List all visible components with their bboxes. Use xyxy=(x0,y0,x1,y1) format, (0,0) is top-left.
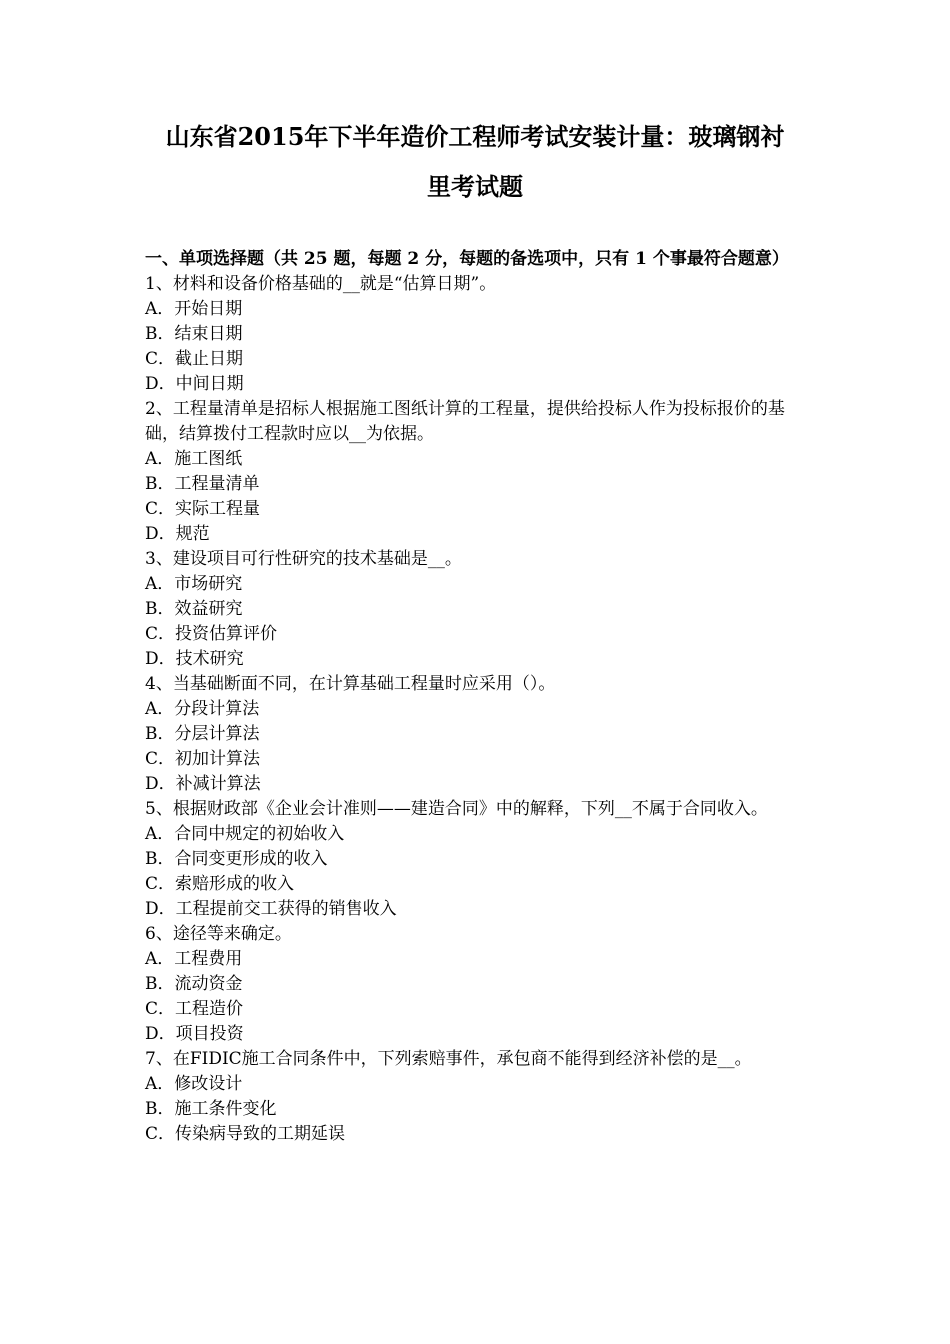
option-a: A．市场研究 xyxy=(145,574,243,594)
option-a: A．开始日期 xyxy=(145,299,243,319)
question-text: 6、途径等来确定。 xyxy=(145,924,292,944)
question-4 xyxy=(145,672,810,797)
option-a: A．修改设计 xyxy=(145,1074,243,1094)
option-b: B．工程量清单 xyxy=(145,474,260,494)
option-b: B．流动资金 xyxy=(145,974,243,994)
question-text: 5、根据财政部《企业会计准则——建造合同》中的解释，下列__不属于合同收入。 xyxy=(145,799,768,819)
question-5 xyxy=(145,797,810,922)
question-7 xyxy=(145,1047,810,1147)
title-line-1: 山东省2015年下半年造价工程师考试安装计量：玻璃钢衬 xyxy=(165,122,785,151)
option-d: D．规范 xyxy=(145,524,210,544)
option-a: A．施工图纸 xyxy=(145,449,243,469)
option-d: D．工程提前交工获得的销售收入 xyxy=(145,899,397,919)
document-title xyxy=(130,112,820,212)
question-2 xyxy=(145,397,810,547)
option-a: A．分段计算法 xyxy=(145,699,260,719)
document-body xyxy=(145,247,810,1147)
question-text: 7、在FIDIC施工合同条件中，下列索赔事件，承包商不能得到经济补偿的是__。 xyxy=(145,1049,752,1069)
option-b: B．结束日期 xyxy=(145,324,243,344)
option-b: B．分层计算法 xyxy=(145,724,260,744)
option-a: A．工程费用 xyxy=(145,949,243,969)
section-heading: 一、单项选择题（共 25 题，每题 2 分，每题的备选项中，只有 1 个事最符合题意） xyxy=(145,249,789,269)
option-c: C．工程造价 xyxy=(145,999,244,1019)
question-6 xyxy=(145,922,810,1047)
title-line-2: 里考试题 xyxy=(427,172,523,201)
question-text: 3、建设项目可行性研究的技术基础是__。 xyxy=(145,549,462,569)
question-text: 1、材料和设备价格基础的__就是“估算日期”。 xyxy=(145,274,497,294)
option-c: C．初加计算法 xyxy=(145,749,261,769)
option-b: B．效益研究 xyxy=(145,599,243,619)
option-c: C．索赔形成的收入 xyxy=(145,874,295,894)
option-b: B．合同变更形成的收入 xyxy=(145,849,328,869)
question-text: 4、当基础断面不同，在计算基础工程量时应采用（）。 xyxy=(145,674,556,694)
question-1 xyxy=(145,272,810,397)
option-c: C．传染病导致的工期延误 xyxy=(145,1124,346,1144)
question-3 xyxy=(145,547,810,672)
option-c: C．投资估算评价 xyxy=(145,624,278,644)
question-text: 2、工程量清单是招标人根据施工图纸计算的工程量，提供给投标人作为投标报价的基础，结算拨付工程款时应以__为依据。 xyxy=(145,399,785,444)
option-d: D．补减计算法 xyxy=(145,774,261,794)
option-d: D．中间日期 xyxy=(145,374,244,394)
option-c: C．截止日期 xyxy=(145,349,244,369)
option-b: B．施工条件变化 xyxy=(145,1099,277,1119)
option-c: C．实际工程量 xyxy=(145,499,261,519)
option-a: A．合同中规定的初始收入 xyxy=(145,824,345,844)
option-d: D．技术研究 xyxy=(145,649,244,669)
option-d: D．项目投资 xyxy=(145,1024,244,1044)
